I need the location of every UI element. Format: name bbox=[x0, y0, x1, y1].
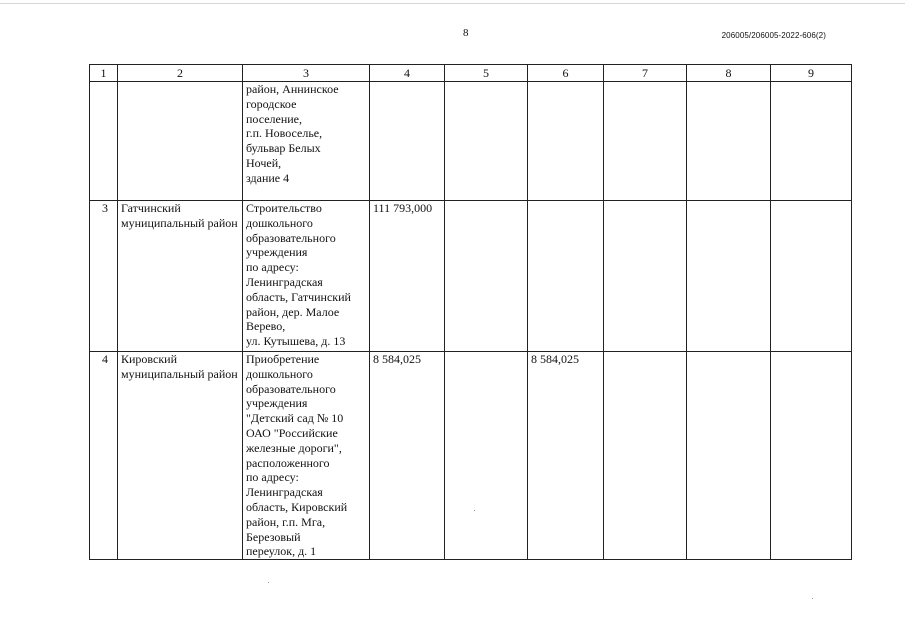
column-header: 7 bbox=[604, 65, 687, 82]
col9-cell bbox=[771, 82, 852, 201]
district-cell bbox=[118, 82, 243, 201]
scan-speck bbox=[268, 582, 269, 583]
col4-cell bbox=[370, 82, 445, 201]
document-code: 206005/206005-2022-606(2) bbox=[721, 31, 826, 40]
page-number: 8 bbox=[463, 27, 469, 39]
description-cell: Приобретение дошкольного образовательного учреждения "Детский сад № 10 ОАО "Российские железные дороги", расположенного по адресу: Ленинградская область, Кировский район, г.п. Мга, Березовый переулок, д. 1 bbox=[243, 352, 370, 560]
col6-cell bbox=[528, 201, 604, 352]
column-header: 5 bbox=[445, 65, 528, 82]
column-header: 1 bbox=[90, 65, 118, 82]
column-header: 9 bbox=[771, 65, 852, 82]
column-header: 2 bbox=[118, 65, 243, 82]
col5-cell bbox=[445, 82, 528, 201]
col5-cell bbox=[445, 352, 528, 560]
table-row bbox=[90, 201, 852, 352]
description-cell: Строительство дошкольного образовательного учреждения по адресу: Ленинградская область, Гатчинский район, дер. Малое Верево, ул. Кутышева, д. 13 bbox=[243, 201, 370, 352]
col9-cell bbox=[771, 352, 852, 560]
data-table bbox=[89, 64, 852, 560]
scan-top-edge bbox=[0, 3, 905, 4]
row-number: 4 bbox=[90, 352, 118, 560]
header-row bbox=[90, 65, 852, 82]
col4-cell: 111 793,000 bbox=[370, 201, 445, 352]
col7-cell bbox=[604, 201, 687, 352]
col9-cell bbox=[771, 201, 852, 352]
table-row bbox=[90, 352, 852, 560]
col4-cell: 8 584,025 bbox=[370, 352, 445, 560]
column-header: 3 bbox=[243, 65, 370, 82]
col6-cell: 8 584,025 bbox=[528, 352, 604, 560]
table-row bbox=[90, 82, 852, 201]
scan-speck bbox=[812, 598, 813, 599]
col8-cell bbox=[687, 352, 771, 560]
district-cell: Кировский муниципальный район bbox=[118, 352, 243, 560]
row-number bbox=[90, 82, 118, 201]
column-header: 4 bbox=[370, 65, 445, 82]
col8-cell bbox=[687, 201, 771, 352]
column-header: 6 bbox=[528, 65, 604, 82]
col8-cell bbox=[687, 82, 771, 201]
col7-cell bbox=[604, 352, 687, 560]
row-number: 3 bbox=[90, 201, 118, 352]
col6-cell bbox=[528, 82, 604, 201]
col7-cell bbox=[604, 82, 687, 201]
scan-speck bbox=[474, 510, 475, 511]
district-cell: Гатчинский муниципальный район bbox=[118, 201, 243, 352]
description-cell: район, Аннинское городское поселение, г.п. Новоселье, бульвар Белых Ночей, здание 4 bbox=[243, 82, 370, 201]
column-header: 8 bbox=[687, 65, 771, 82]
col5-cell bbox=[445, 201, 528, 352]
